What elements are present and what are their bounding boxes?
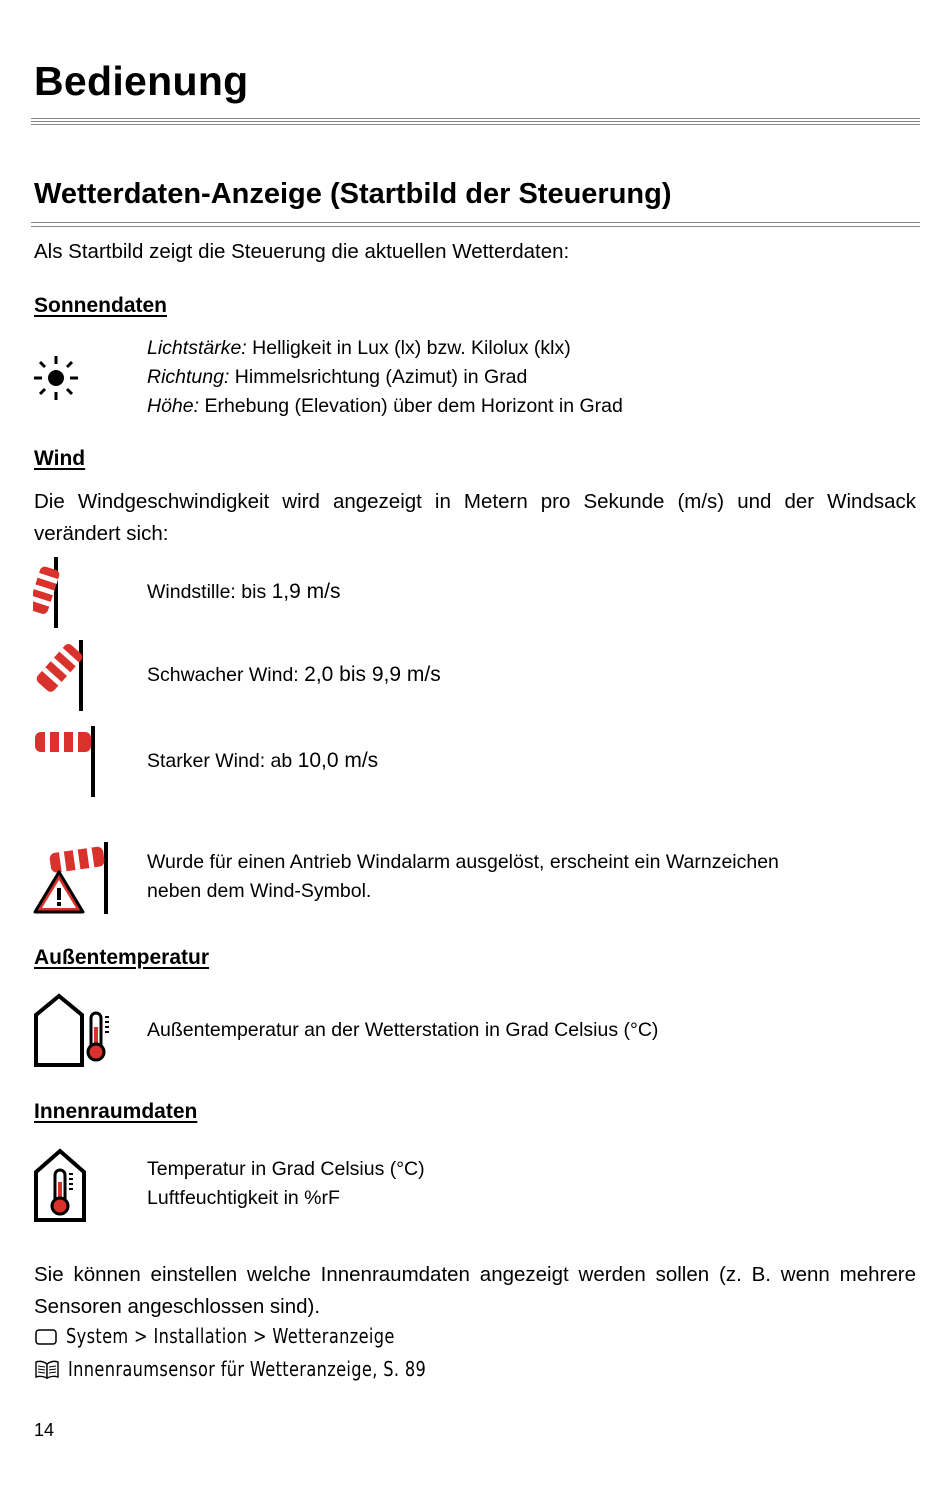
wind-alarm-line-1: Wurde für einen Antrieb Windalarm ausgelöst, erscheint ein Warnzeichen xyxy=(147,851,779,873)
innen-text xyxy=(147,1155,425,1213)
section-rule-2 xyxy=(31,226,920,227)
title-rule-3 xyxy=(31,124,920,125)
wind-calm-value: 1,9 m/s xyxy=(271,580,341,603)
wind-alarm-icon xyxy=(33,840,113,918)
heading-sonnendaten: Sonnendaten xyxy=(34,294,168,317)
sun-icon xyxy=(33,355,79,401)
manual-reference: Innenraumsensor für Wetteranzeige, S. 89 xyxy=(68,1357,427,1381)
wind-strong-label: Starker Wind: ab xyxy=(147,750,298,772)
footer-text: Sie können einstellen welche Innenraumdaten angezeigt werden sollen (z. B. wenn mehrere Sensoren angeschlossen sind). xyxy=(34,1263,916,1318)
sonnen-text-1: Helligkeit in Lux (lx) bzw. Kilolux (klx) xyxy=(246,337,571,359)
sonnen-text-2: Himmelsrichtung (Azimut) in Grad xyxy=(229,366,528,388)
sonnendaten-list xyxy=(147,334,623,421)
page-number: 14 xyxy=(34,1420,55,1440)
sonnen-line-3 xyxy=(147,392,623,421)
wind-weak-value: 2,0 bis 9,9 m/s xyxy=(304,663,441,686)
manual-book-icon xyxy=(34,1360,60,1380)
sonnen-line-2 xyxy=(147,363,623,392)
title-rule-2 xyxy=(31,121,920,122)
sonnen-label-2: Richtung: xyxy=(147,366,230,388)
wind-item-weak xyxy=(147,660,441,690)
page-title: Bedienung xyxy=(34,58,249,104)
sonnen-text-3: Erhebung (Elevation) über dem Horizont in Grad xyxy=(199,395,623,417)
sonnen-label-3: Höhe: xyxy=(147,395,200,417)
outdoor-temperature-icon xyxy=(33,993,113,1068)
heading-innenraumdaten: Innenraumdaten xyxy=(34,1100,198,1123)
heading-aussentemperatur: Außentemperatur xyxy=(34,946,210,969)
wind-item-strong xyxy=(147,746,378,776)
wind-calm-label: Windstille: bis xyxy=(147,581,272,603)
intro-text: Als Startbild zeigt die Steuerung die aktuellen Wetterdaten: xyxy=(34,240,570,263)
wind-weak-label: Schwacher Wind: xyxy=(147,664,305,686)
wind-intro: Die Windgeschwindigkeit wird angezeigt in Metern pro Sekunde (m/s) und der Windsack verändert sich: xyxy=(34,490,916,545)
section-rule-1 xyxy=(31,222,920,223)
section-title: Wetterdaten-Anzeige (Startbild der Steuerung) xyxy=(34,178,672,210)
wind-alarm-line-2: neben dem Wind-Symbol. xyxy=(147,880,372,902)
windsock-weak-icon xyxy=(33,638,88,713)
indoor-temperature-icon xyxy=(33,1148,89,1223)
wind-strong-value: 10,0 m/s xyxy=(297,749,379,772)
heading-wind: Wind xyxy=(34,447,86,470)
sonnen-label-1: Lichtstärke: xyxy=(147,337,247,359)
sonnen-line-1 xyxy=(147,334,623,363)
windsock-calm-icon xyxy=(33,555,73,630)
innen-line-2: Luftfeuchtigkeit in %rF xyxy=(147,1187,340,1209)
title-rule-1 xyxy=(31,118,920,119)
wind-alarm-text xyxy=(147,848,779,906)
aussen-text: Außentemperatur an der Wetterstation in Grad Celsius (°C) xyxy=(147,1019,659,1041)
wind-item-calm xyxy=(147,577,340,607)
menu-path: System > Installation > Wetteranzeige xyxy=(66,1324,395,1348)
menu-screen-icon xyxy=(35,1328,57,1346)
innen-line-1: Temperatur in Grad Celsius (°C) xyxy=(147,1158,425,1180)
windsock-strong-icon xyxy=(33,724,98,799)
